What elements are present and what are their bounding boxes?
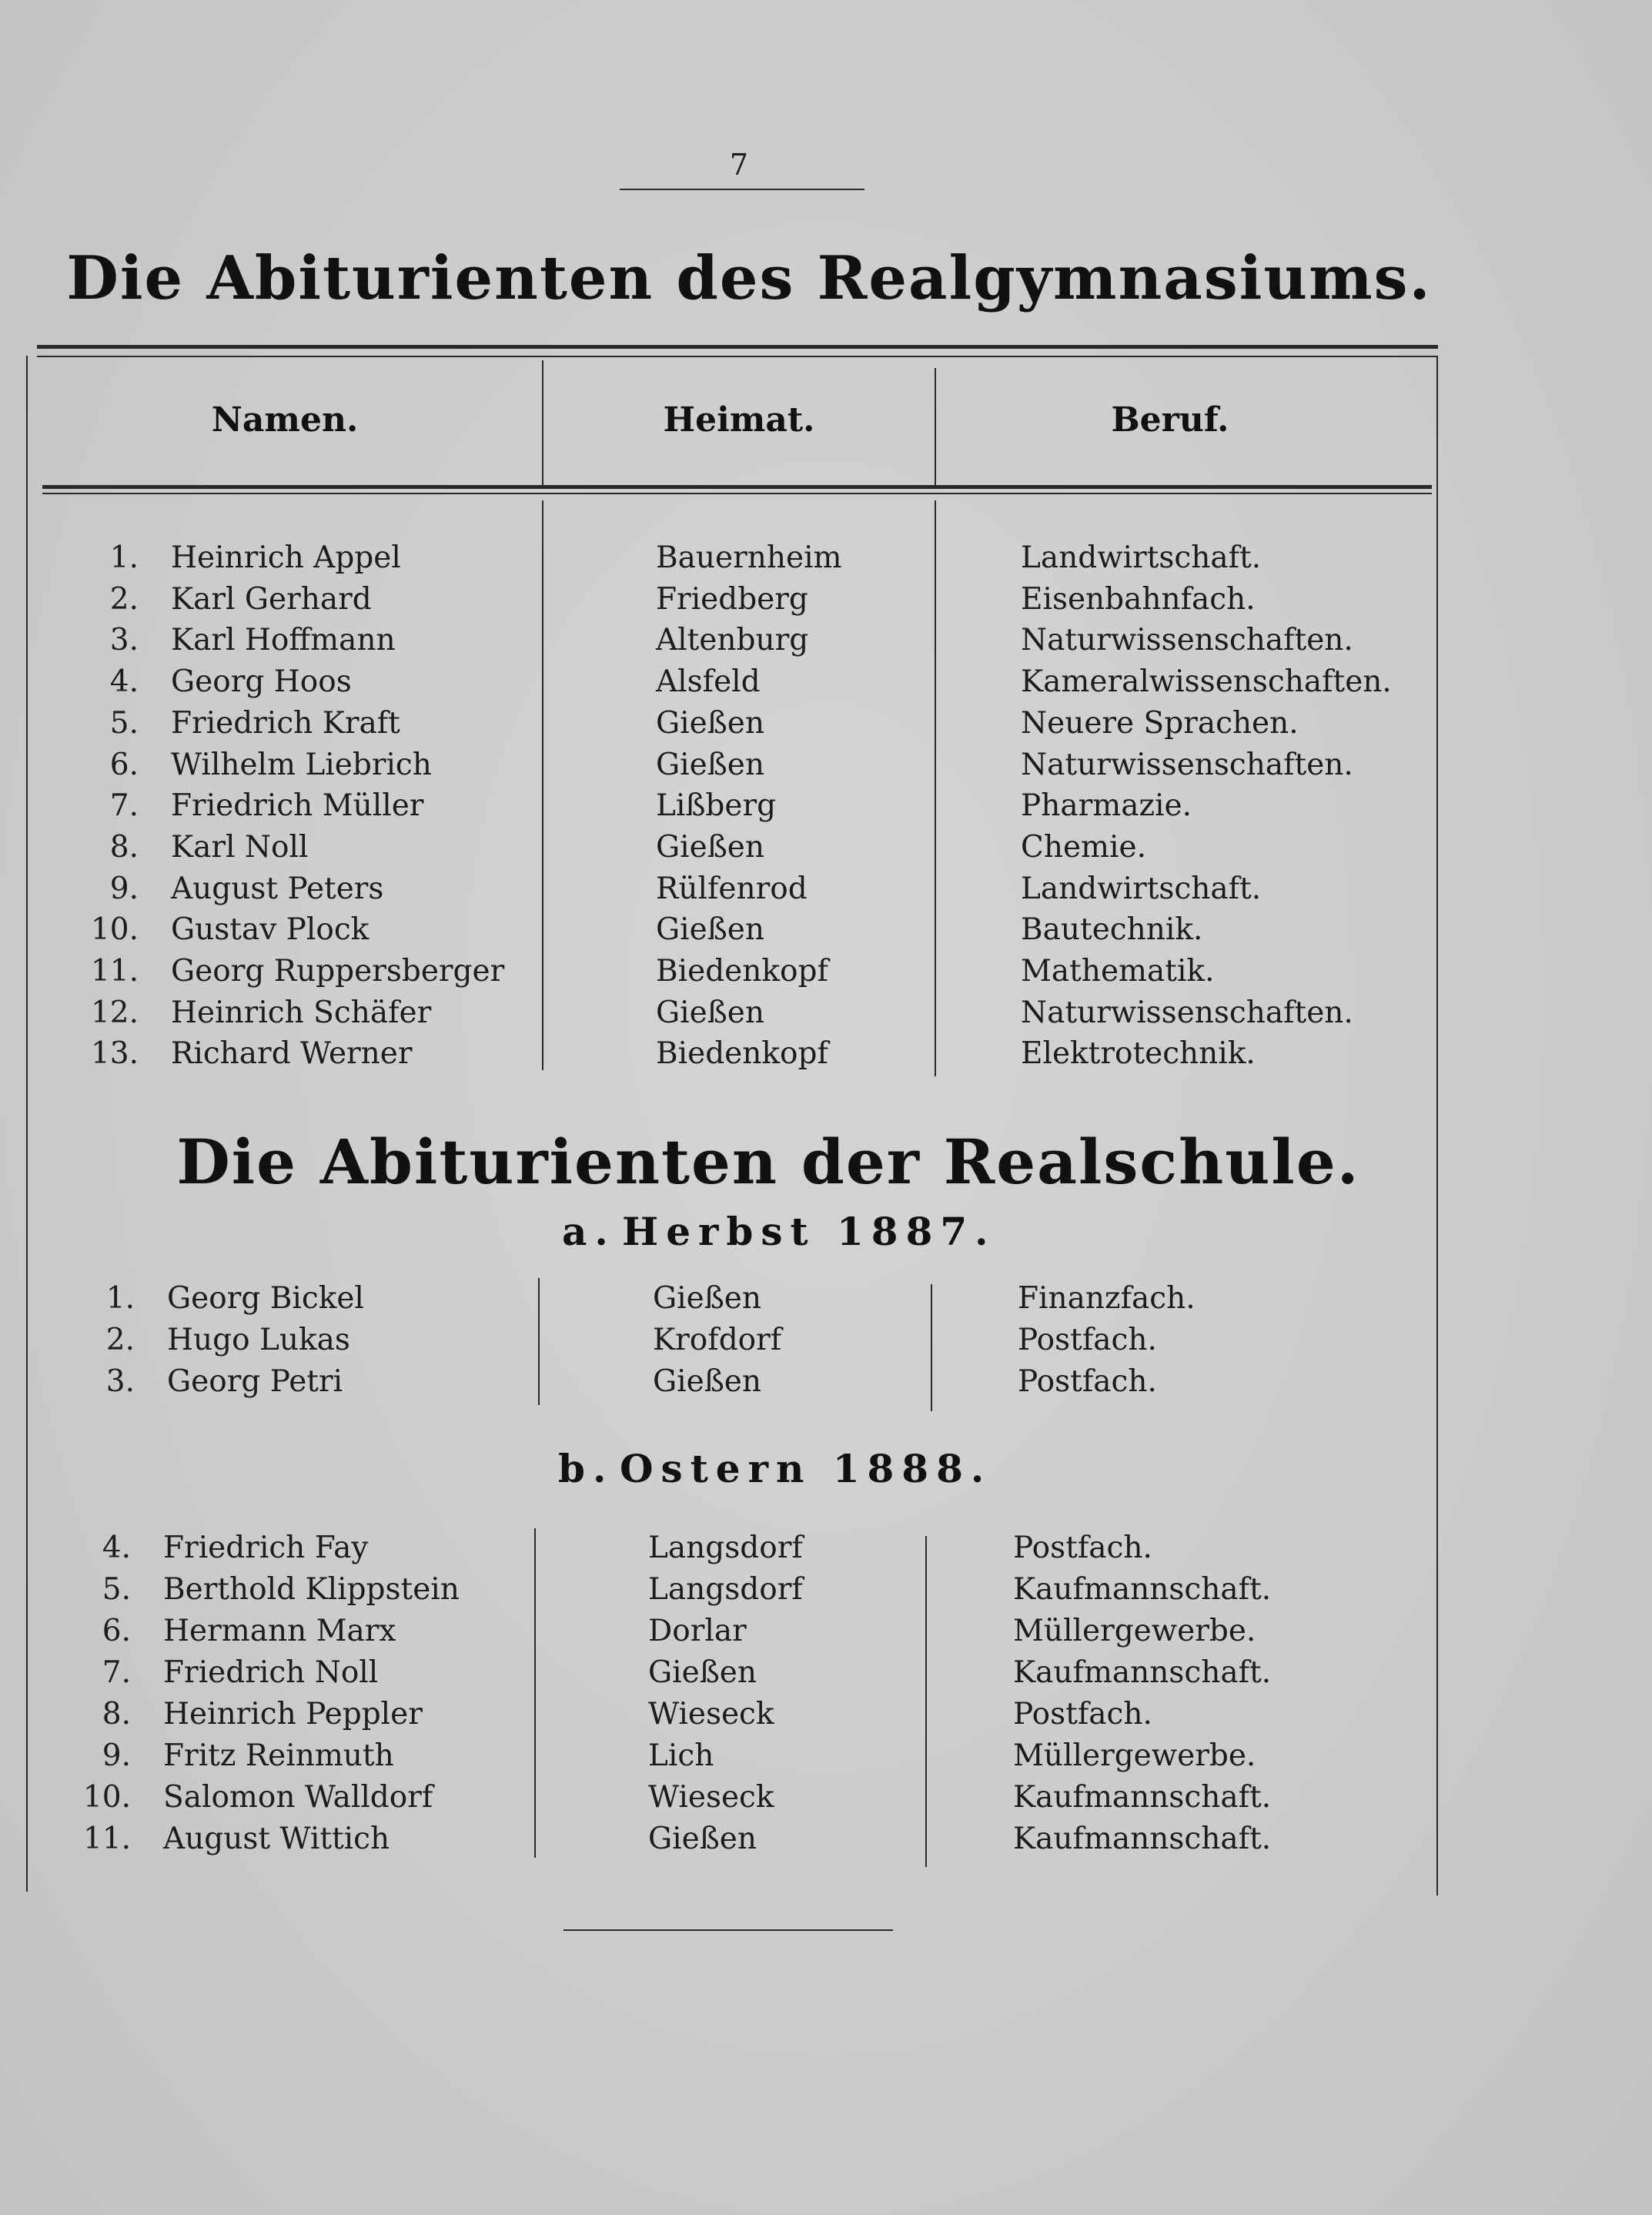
row-home: Gießen [648,1822,757,1856]
row-name: Georg Petri [167,1364,343,1399]
table-row [0,620,1652,661]
row-number: 7. [109,788,139,824]
row-home: Dorlar [648,1614,747,1648]
row-name: August Wittich [163,1822,390,1856]
table-row [0,1527,1652,1569]
section-a-label: Herbst 1887. [622,1209,996,1254]
row-profession: Müllergewerbe. [1013,1738,1256,1773]
table-row [0,827,1652,868]
table-row [0,868,1652,910]
row-profession: Mathematik. [1021,954,1215,989]
row-name: Georg Ruppersberger [171,954,505,989]
row-number: 8. [109,829,139,865]
table-row [0,1611,1652,1652]
row-profession: Eisenbahnfach. [1021,581,1256,617]
table-row [0,1777,1652,1819]
row-home: Gießen [656,829,764,865]
row-number: 2. [109,581,139,617]
table-row [0,1694,1652,1735]
row-number: 4. [102,1531,131,1565]
table-row [0,661,1652,703]
row-number: 11. [90,954,139,989]
row-number: 11. [82,1822,131,1856]
row-home: Gießen [648,1655,757,1690]
row-number: 9. [102,1738,131,1773]
row-profession: Naturwissenschaften. [1021,747,1353,782]
row-home: Gießen [656,747,764,782]
row-profession: Kaufmannschaft. [1013,1822,1272,1856]
row-number: 1. [105,1281,135,1316]
header-divider-2 [935,368,936,485]
row-name: Hugo Lukas [167,1323,350,1357]
table-row [0,537,1652,579]
table-row [0,579,1652,621]
row-number: 6. [102,1614,131,1648]
row-number: 8. [102,1697,131,1732]
header-bottom-rule [42,485,1432,489]
row-home: Gießen [656,995,764,1030]
table-top-rule [37,345,1438,349]
row-name: Friedrich Fay [163,1531,369,1565]
row-profession: Kaufmannschaft. [1013,1572,1272,1607]
row-name: Hermann Marx [163,1614,396,1648]
row-profession: Postfach. [1018,1364,1157,1399]
header-bottom-rule-thin [42,493,1432,494]
row-name: Heinrich Appel [171,540,401,575]
row-home: Krofdorf [653,1323,782,1357]
row-profession: Finanzfach. [1018,1281,1196,1316]
row-home: Wieseck [648,1780,774,1815]
row-name: Richard Werner [171,1036,413,1072]
row-home: Lißberg [656,788,777,824]
row-name: Berthold Klippstein [163,1572,460,1607]
section-b-letter: b. [558,1446,614,1491]
row-home: Friedberg [656,581,808,617]
row-home: Gießen [656,912,764,948]
row-profession: Naturwissenschaften. [1021,623,1353,658]
row-home: Rülfenrod [656,871,808,906]
row-home: Langsdorf [648,1572,803,1607]
row-name: Heinrich Peppler [163,1697,423,1732]
row-profession: Chemie. [1021,829,1146,865]
row-number: 1. [109,540,139,575]
row-name: Wilhelm Liebrich [171,747,432,782]
table-row [0,992,1652,1034]
row-number: 2. [105,1323,135,1357]
column-header-name: Namen. [211,400,359,440]
row-name: Heinrich Schäfer [171,995,432,1030]
row-number: 9. [109,871,139,906]
table-row [0,1652,1652,1694]
page-number-rule [620,189,864,190]
row-profession: Pharmazie. [1021,788,1192,824]
table-row [0,744,1652,786]
column-header-home: Heimat. [663,400,815,440]
row-name: Gustav Plock [171,912,370,948]
table-row [0,1361,1652,1403]
title-realgymnasium: Die Abiturienten des Realgymnasiums. [66,243,1432,313]
row-home: Biedenkopf [656,1036,828,1072]
row-number: 6. [109,747,139,782]
table-row [0,1569,1652,1611]
row-number: 4. [109,664,139,700]
bottom-rule [563,1929,893,1931]
row-profession: Landwirtschaft. [1021,540,1262,575]
row-home: Wieseck [648,1697,774,1732]
table-row [0,785,1652,827]
row-profession: Bautechnik. [1021,912,1203,948]
table-row [0,1320,1652,1361]
row-name: Friedrich Noll [163,1655,379,1690]
row-number: 10. [90,912,139,948]
row-number: 7. [102,1655,131,1690]
row-profession: Landwirtschaft. [1021,871,1262,906]
page-number: 7 [729,148,749,182]
table-row [0,1735,1652,1777]
row-profession: Elektrotechnik. [1021,1036,1256,1072]
row-name: Karl Noll [171,829,309,865]
row-number: 13. [90,1036,139,1072]
row-name: Friedrich Müller [171,788,424,824]
row-name: Salomon Walldorf [163,1780,433,1815]
row-home: Biedenkopf [656,954,828,989]
row-name: Fritz Reinmuth [163,1738,394,1773]
table-row [0,703,1652,744]
row-number: 12. [90,995,139,1030]
header-divider-1 [542,360,543,485]
table-row [0,909,1652,951]
row-home: Gießen [653,1281,761,1316]
row-profession: Postfach. [1013,1531,1152,1565]
column-header-profession: Beruf. [1111,400,1229,440]
row-number: 3. [105,1364,135,1399]
row-profession: Kaufmannschaft. [1013,1655,1272,1690]
row-profession: Postfach. [1013,1697,1152,1732]
section-a-letter: a. [562,1209,616,1254]
table-row [0,951,1652,992]
row-name: Karl Gerhard [171,581,372,617]
row-name: August Peters [171,871,384,906]
row-name: Georg Bickel [167,1281,364,1316]
table-row [0,1033,1652,1075]
row-name: Friedrich Kraft [171,705,400,741]
row-home: Bauernheim [656,540,842,575]
row-name: Karl Hoffmann [171,623,396,658]
row-number: 5. [109,705,139,741]
row-profession: Neuere Sprachen. [1021,705,1299,741]
row-profession: Naturwissenschaften. [1021,995,1353,1030]
table-row [0,1819,1652,1860]
row-home: Altenburg [656,623,809,658]
row-home: Alsfeld [656,664,761,700]
table-top-rule-thin [37,356,1438,357]
row-profession: Postfach. [1018,1323,1157,1357]
row-home: Gießen [656,705,764,741]
row-home: Gießen [653,1364,761,1399]
row-name: Georg Hoos [171,664,352,700]
row-home: Langsdorf [648,1531,803,1565]
table-row [0,1278,1652,1320]
row-profession: Müllergewerbe. [1013,1614,1256,1648]
row-number: 3. [109,623,139,658]
title-realschule: Die Abiturienten der Realschule. [176,1126,1360,1198]
row-profession: Kameralwissenschaften. [1021,664,1392,700]
row-profession: Kaufmannschaft. [1013,1780,1272,1815]
row-number: 10. [82,1780,131,1815]
row-home: Lich [648,1738,714,1773]
section-b-label: Ostern 1888. [620,1446,992,1491]
row-number: 5. [102,1572,131,1607]
